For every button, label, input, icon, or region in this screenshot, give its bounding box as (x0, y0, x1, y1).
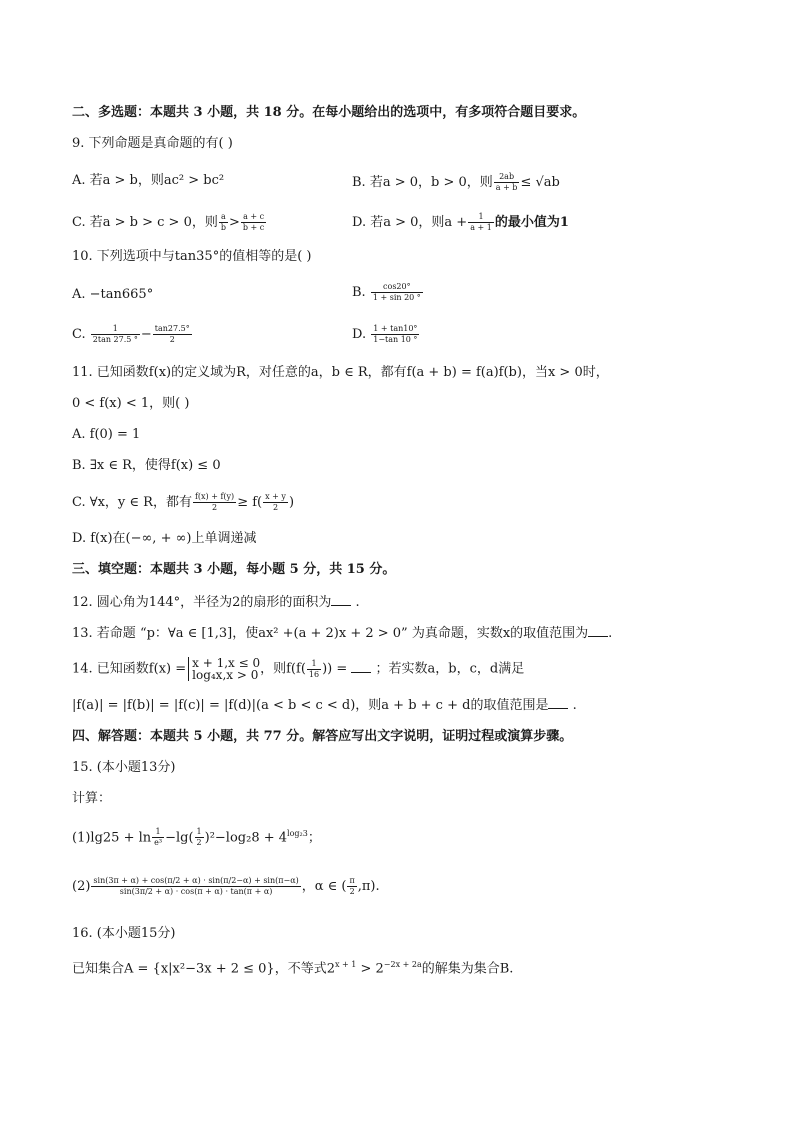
q15-p2-interval-fraction (347, 876, 356, 897)
q11-c-den2: 2 (272, 503, 279, 512)
q9-b-num: 2ab (494, 172, 520, 183)
q11-c-mid: ≥ f( (237, 495, 263, 510)
q11-option-d: D. f(x)在(−∞, + ∞)上单调递减 (72, 531, 257, 546)
q9-c-den2: b + c (242, 223, 265, 232)
q11-stem-line2: 0 < f(x) < 1，则( ) (72, 396, 190, 411)
q9-option-c (72, 212, 267, 233)
q10-option-b (352, 282, 424, 303)
q13-text (72, 624, 612, 643)
q11-c-prefix: C. ∀x，y ∈ R，都有 (72, 495, 192, 510)
q9-c-fraction1 (219, 212, 228, 233)
q15-p2-num: sin(3π + α) + cos(π/2 + α) · sin(π/2−α) + sin(π−α) (93, 876, 299, 885)
q15-p1-end: ； (307, 830, 321, 846)
q10-c-den2: 2 (169, 335, 175, 344)
q12-tail: . (351, 595, 360, 610)
q15-p1-f1-num: 1 (152, 827, 164, 838)
q12-blank (331, 593, 351, 606)
section2-heading: 二、多选题：本题共 3 小题，共 18 分。在每小题给出的选项中，有多项符合题目要求。 (72, 105, 586, 120)
q9-b-prefix: B. 若a > 0，b > 0，则 (352, 175, 493, 190)
q15-p1-f2-num: 1 (196, 827, 202, 837)
q15-p1-f1-den: e³ (154, 838, 163, 848)
q15-calc-label: 计算： (72, 791, 112, 806)
q9-b-fraction (494, 172, 520, 193)
q16-mid: > 2 (356, 961, 384, 977)
q14-line2 (72, 696, 577, 715)
q10-b-num: cos20° (371, 282, 423, 293)
q11-stem-line1: 11. 已知函数f(x)的定义域为R，对任意的a，b ∈ R，都有f(a + b) = f(a)f(b)，当x > 0时， (72, 365, 609, 380)
q14-den: 16 (308, 669, 320, 679)
q10-c-minus: − (140, 327, 152, 342)
q11-c-den1: 2 (212, 503, 218, 512)
q14-num: 1 (307, 659, 321, 670)
q16-text (72, 956, 513, 978)
q10-b-prefix: B. (352, 285, 366, 300)
q10-c-num2: tan27.5° (154, 324, 190, 333)
q14-after2: ；若实数a，b，c，d满足 (375, 661, 525, 677)
q9-d-num: 1 (468, 212, 494, 223)
q15-part1 (72, 825, 321, 848)
q11-c-num2: x + y (265, 492, 286, 501)
q15-p2-f-num: π (349, 876, 355, 885)
q14-after: )) = (322, 661, 348, 677)
q9-b-suffix: ≤ √ab (520, 175, 560, 190)
q10-d-fraction (371, 324, 419, 345)
q15-p2-mid: ，α ∈ ( (301, 879, 347, 894)
q15-p1-fraction1 (152, 827, 164, 848)
q10-c-den1: 2tan 27.5 ° (92, 335, 138, 344)
q15-p1-b: −lg( (165, 830, 194, 846)
q10-stem: 10. 下列选项中与tan35°的值相等的是( ) (72, 249, 312, 264)
q9-option-a: A. 若a > b，则ac² > bc² (72, 173, 225, 188)
q15-title: 15. (本小题13分) (72, 760, 176, 775)
q10-c-fraction1 (91, 324, 140, 345)
q14-blank1 (351, 660, 371, 673)
q9-d-den: a + 1 (470, 223, 492, 232)
q11-c-num1: f(x) + f(y) (194, 492, 235, 501)
q11-c-suffix: ) (288, 495, 295, 510)
q9-c-den1: b (220, 223, 226, 232)
q9-c-num1: a (219, 212, 228, 223)
q11-c-fraction2 (263, 492, 288, 513)
q14-tail: . (568, 698, 577, 713)
q9-c-prefix: C. 若a > b > c > 0，则 (72, 215, 218, 230)
q9-b-den: a + b (495, 183, 518, 192)
q15-p2-den: sin(3π/2 + α) · cos(π + α) · tan(π + α) (119, 887, 273, 896)
q14-fraction (307, 659, 321, 680)
q16-body: 已知集合A = {x|x²−3x + 2 ≤ 0}，不等式2 (72, 961, 335, 977)
q10-c-fraction2 (153, 324, 192, 345)
q14-mid: ，则f(f( (260, 661, 306, 677)
q14-line2-body: |f(a)| = |f(b)| = |f(c)| = |f(d)|(a < b < c < d)，则a + b + c + d的取值范围是 (72, 698, 549, 713)
q9-c-fraction2 (241, 212, 266, 233)
q14-piecewise (188, 657, 260, 681)
q12-body: 12. 圆心角为144°，半径为2的扇形的面积为 (72, 595, 332, 610)
q11-option-b: B. ∃x ∈ R，使得f(x) ≤ 0 (72, 458, 221, 473)
q16-end: 的解集为集合B. (421, 961, 514, 977)
q13-body: 13. 若命题 “p：∀a ∈ [1,3]，使ax² +(a + 2)x + 2 > 0” 为真命题，实数x的取值范围为 (72, 626, 589, 641)
q10-c-num1: 1 (91, 324, 140, 335)
q13-tail: . (608, 626, 613, 641)
q15-p2-f-den: 2 (349, 887, 355, 896)
q14-case1: x + 1,x ≤ 0 (192, 656, 261, 670)
q10-d-prefix: D. (352, 327, 367, 342)
q15-p1-sup: log₂3 (287, 829, 308, 838)
q10-option-a: A. −tan665° (72, 287, 154, 302)
q10-c-prefix: C. (72, 327, 86, 342)
q16-sup1: x + 1 (334, 960, 357, 969)
q10-option-c (72, 324, 193, 345)
q15-p1-f2-den: 2 (196, 838, 202, 848)
q16-sup2: −2x + 2a (383, 960, 422, 969)
q14-prefix: 14. 已知函数f(x) = (72, 661, 187, 677)
q9-stem: 9. 下列命题是真命题的有( ) (72, 136, 233, 151)
q9-d-prefix: D. 若a > 0，则a + (352, 215, 468, 230)
q10-option-d (352, 324, 420, 345)
q9-d-fraction (468, 212, 494, 233)
q11-c-fraction1 (193, 492, 236, 513)
q10-d-num: 1 + tan10° (373, 324, 418, 333)
q10-b-den: 1 + sin 20 ° (372, 293, 421, 302)
q16-title: 16. (本小题15分) (72, 926, 176, 941)
q11-option-a: A. f(0) = 1 (72, 427, 141, 442)
section3-heading: 三、填空题：本题共 3 小题，每小题 5 分，共 15 分。 (72, 562, 396, 577)
q15-p1-fraction2 (195, 827, 204, 848)
q15-p1-c: )²−log₂8 + 4 (204, 830, 288, 846)
section4-heading: 四、解答题：本题共 5 小题，共 77 分。解答应写出文字说明，证明过程或演算步骤。 (72, 729, 573, 744)
q14-case2: log₄x,x > 0 (192, 668, 259, 682)
q15-p2-prefix: (2) (72, 879, 91, 894)
q14-blank2 (548, 696, 568, 709)
q12-text (72, 593, 360, 612)
q13-blank (588, 624, 608, 637)
q14-line1 (72, 657, 524, 681)
q15-p1-a: (1)lg25 + ln (72, 830, 152, 846)
q9-d-suffix: 的最小值为1 (494, 215, 569, 230)
q15-p2-end: ,π). (357, 879, 380, 894)
q15-part2 (72, 876, 380, 897)
q9-option-b (352, 172, 560, 193)
q15-p2-fraction (91, 876, 300, 897)
q9-c-num2: a + c (241, 212, 266, 223)
q11-option-c (72, 492, 294, 513)
q10-b-fraction (371, 282, 423, 303)
q9-option-d (352, 212, 569, 233)
q10-d-den: 1−tan 10 ° (373, 335, 418, 344)
q9-c-mid: > (228, 215, 240, 230)
